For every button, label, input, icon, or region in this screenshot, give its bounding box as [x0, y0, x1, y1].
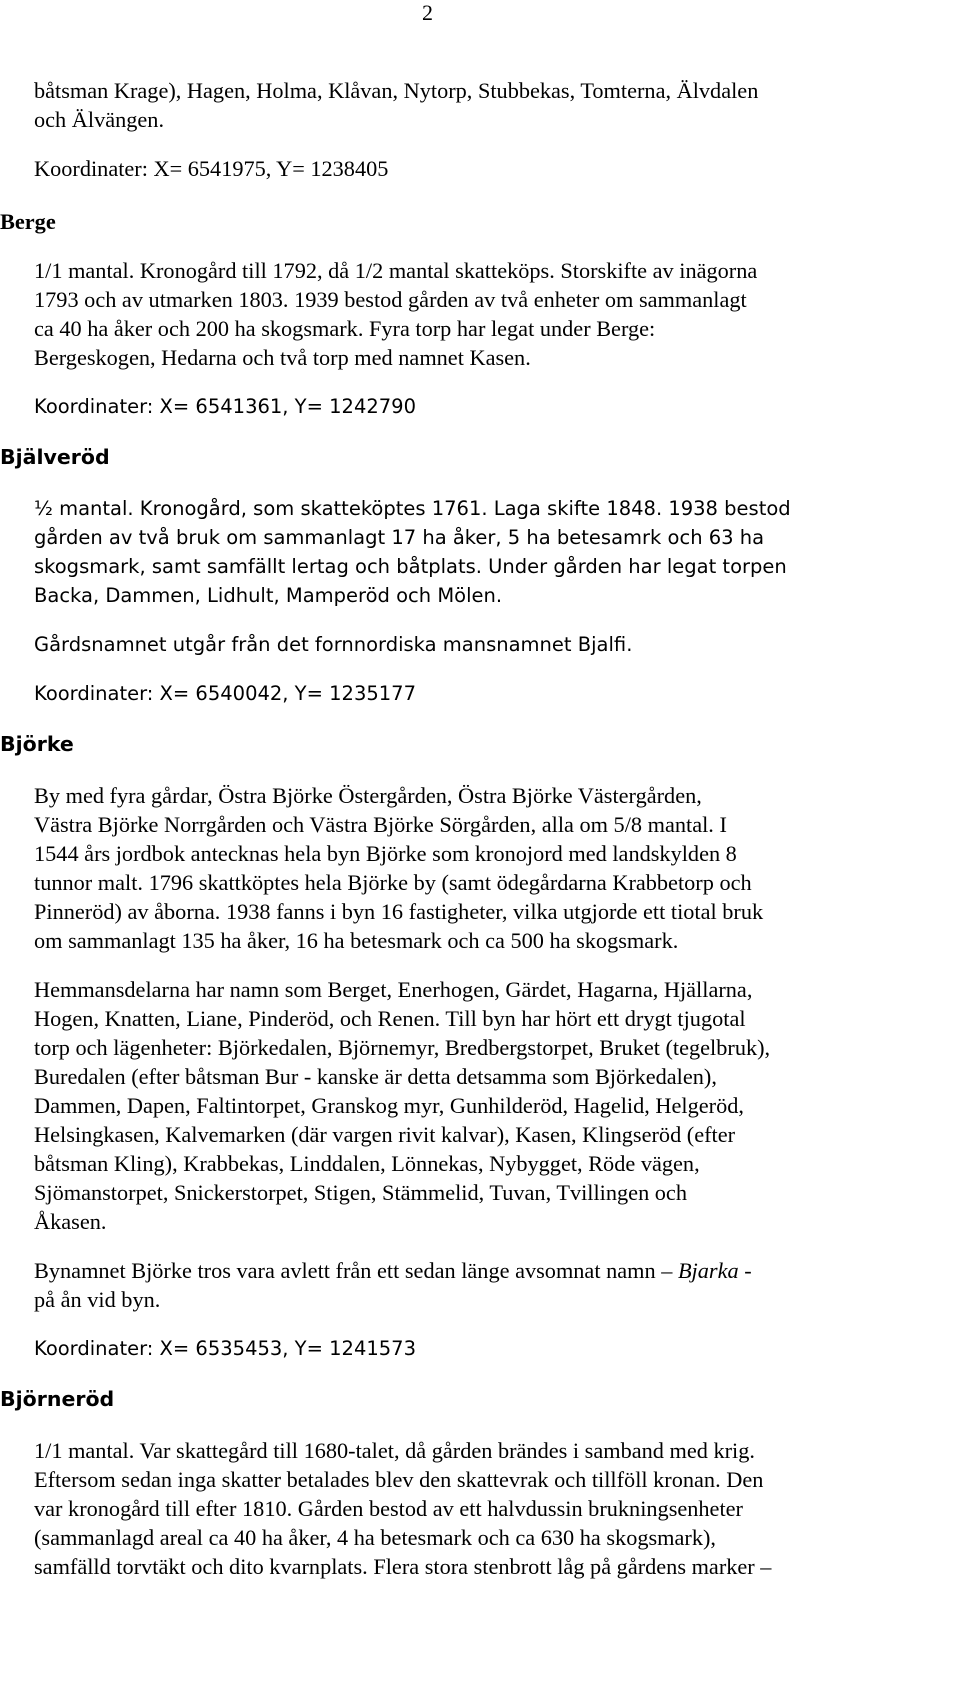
page-number: 2 [422, 0, 433, 25]
text-line: skogsmark, samt samfällt lertag och båtplats. Under gården har legat torpen [34, 555, 787, 578]
bjalverod-name-origin: Gårdsnamnet utgår från det fornnordiska mansnamnet Bjalfi. [34, 633, 633, 656]
text-line: Åkasen. [34, 1209, 107, 1234]
berge-coordinates: Koordinater: X= 6541361, Y= 1242790 [34, 395, 416, 418]
text-line: Hogen, Knatten, Liane, Pinderöd, och Renen. Till byn har hört ett drygt tjugotal [34, 1006, 746, 1031]
text-line: 1/1 mantal. Kronogård till 1792, då 1/2 mantal skatteköps. Storskifte av inägorna [34, 258, 758, 283]
text-line: var kronogård till efter 1810. Gården bestod av ett halvdussin brukningsenheter [34, 1496, 743, 1521]
bjornerod-paragraph [34, 1436, 934, 1581]
text-line: torp och lägenheter: Björkedalen, Björnemyr, Bredbergstorpet, Bruket (tegelbruk), [34, 1035, 771, 1060]
section-heading-bjalverod: Bjälveröd [0, 445, 110, 469]
text-line: Bergeskogen, Hedarna och två torp med namnet Kasen. [34, 345, 531, 370]
text-line: båtsman Krage), Hagen, Holma, Klåvan, Nytorp, Stubbekas, Tomterna, Älvdalen [34, 78, 759, 103]
text-line: ½ mantal. Kronogård, som skatteköptes 1761. Laga skifte 1848. 1938 bestod [34, 497, 791, 520]
text-line: på ån vid byn. [34, 1287, 161, 1312]
section-heading-bjornerod: Björneröd [0, 1387, 115, 1411]
bjorke-paragraph-3 [34, 1256, 934, 1314]
emphasized-name: Bjarka [677, 1258, 739, 1283]
berge-paragraph [34, 256, 934, 372]
text-line: By med fyra gårdar, Östra Björke Östergården, Östra Björke Västergården, [34, 783, 702, 808]
bjorke-coordinates: Koordinater: X= 6535453, Y= 1241573 [34, 1337, 416, 1360]
text-segment: - [738, 1258, 752, 1283]
text-line: Sjömanstorpet, Snickerstorpet, Stigen, Stämmelid, Tuvan, Tvillingen och [34, 1180, 687, 1205]
text-line: (sammanlagd areal ca 40 ha åker, 4 ha betesmark och ca 630 ha skogsmark), [34, 1525, 716, 1550]
bjorke-paragraph-2 [34, 975, 934, 1236]
text-line: samfälld torvtäkt och dito kvarnplats. Flera stora stenbrott låg på gårdens marker – [34, 1554, 772, 1579]
bjalverod-coordinates: Koordinater: X= 6540042, Y= 1235177 [34, 682, 416, 705]
section-heading-berge: Berge [0, 209, 56, 234]
text-line: och Älvängen. [34, 107, 165, 132]
document-body [0, 76, 960, 1581]
text-line: Buredalen (efter båtsman Bur - kanske är detta detsamma som Björkedalen), [34, 1064, 717, 1089]
text-line [34, 1256, 934, 1285]
intro-coordinates: Koordinater: X= 6541975, Y= 1238405 [34, 156, 389, 181]
section-heading-bjorke: Björke [0, 732, 74, 756]
text-line: Eftersom sedan inga skatter betalades blev den skattevrak och tillföll kronan. Den [34, 1467, 764, 1492]
text-line: 1/1 mantal. Var skattegård till 1680-talet, då gården brändes i samband med krig. [34, 1438, 755, 1463]
text-line: tunnor malt. 1796 skattköptes hela Björke by (samt ödegårdarna Krabbetorp och [34, 870, 752, 895]
bjalverod-paragraph [34, 494, 934, 610]
text-segment: Bynamnet Björke tros vara avlett från ett sedan länge avsomnat namn – [34, 1258, 678, 1283]
text-line: 1793 och av utmarken 1803. 1939 bestod gården av två enheter om sammanlagt [34, 287, 747, 312]
text-line: 1544 års jordbok antecknas hela byn Björke som kronojord med landskylden 8 [34, 841, 737, 866]
bjorke-paragraph-1 [34, 781, 934, 955]
text-line: Helsingkasen, Kalvemarken (där vargen rivit kalvar), Kasen, Klingseröd (efter [34, 1122, 736, 1147]
text-line: Backa, Dammen, Lidhult, Mamperöd och Mölen. [34, 584, 503, 607]
text-line: om sammanlagt 135 ha åker, 16 ha betesmark och ca 500 ha skogsmark. [34, 928, 679, 953]
text-line: ca 40 ha åker och 200 ha skogsmark. Fyra torp har legat under Berge: [34, 316, 656, 341]
intro-paragraph [34, 76, 934, 134]
text-line: båtsman Kling), Krabbekas, Linddalen, Lönnekas, Nybygget, Röde vägen, [34, 1151, 700, 1176]
text-line: Hemmansdelarna har namn som Berget, Enerhogen, Gärdet, Hagarna, Hjällarna, [34, 977, 753, 1002]
text-line: gården av två bruk om sammanlagt 17 ha åker, 5 ha betesamrk och 63 ha [34, 526, 765, 549]
text-line: Västra Björke Norrgården och Västra Björke Sörgården, alla om 5/8 mantal. I [34, 812, 727, 837]
text-line: Dammen, Dapen, Faltintorpet, Granskog myr, Gunhilderöd, Hagelid, Helgeröd, [34, 1093, 744, 1118]
text-line: Pinneröd) av åborna. 1938 fanns i byn 16 fastigheter, vilka utgjorde ett tiotal bruk [34, 899, 764, 924]
